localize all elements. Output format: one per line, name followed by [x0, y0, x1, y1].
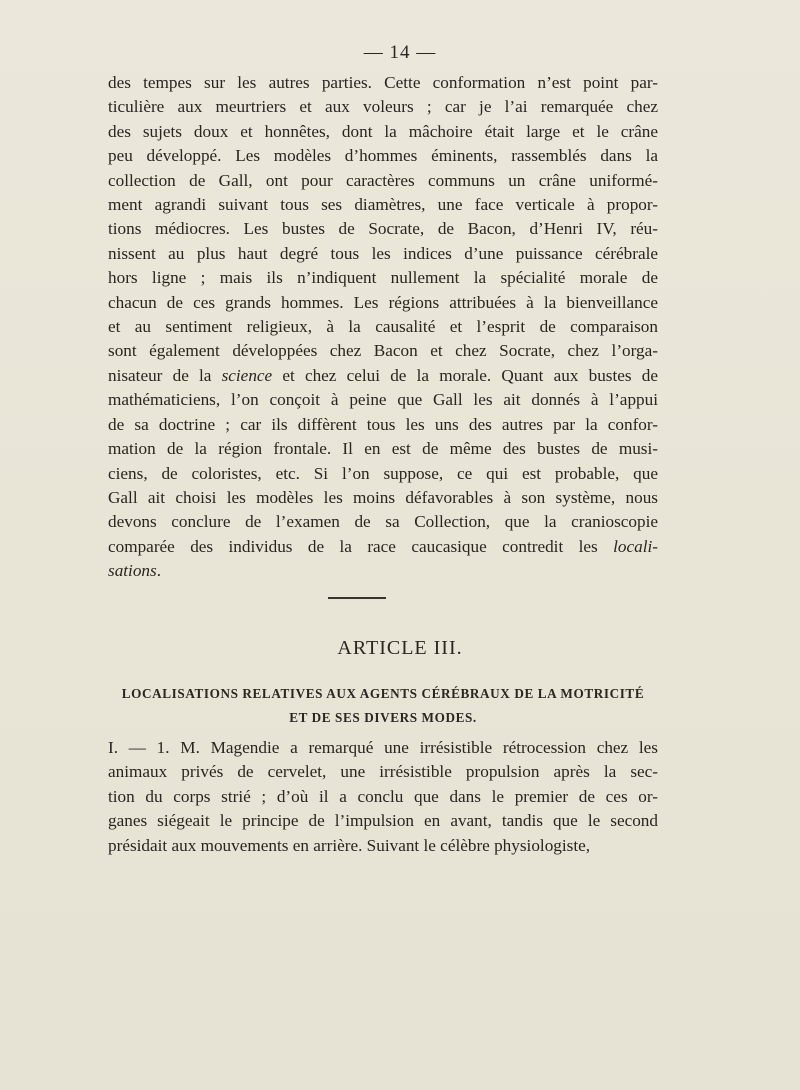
text-line: sont également développées chez Bacon et chez Socrate, chez l’orga-	[108, 341, 658, 361]
text-line: de sa doctrine ; car ils diffèrent tous les uns des autres par la confor-	[108, 414, 658, 434]
section-heading-line-1: LOCALISATIONS RELATIVES AUX AGENTS CÉRÉBRAUX DE LA MOTRICITÉ	[121, 686, 645, 701]
section-divider	[328, 597, 386, 599]
text-line: ment agrandi suivant tous ses diamètres, une face verticale à propor-	[108, 195, 658, 215]
text-line: devons conclure de l’examen de sa Collection, que la cranioscopie	[108, 512, 658, 532]
text-line: animaux privés de cervelet, une irrésistible propulsion après la sec-	[108, 762, 658, 782]
section-heading	[108, 682, 658, 730]
text-line: Gall ait choisi les modèles les moins défavorables à son système, nous	[108, 487, 658, 507]
text-line: et au sentiment religieux, à la causalité et l’esprit de comparaison	[108, 317, 658, 337]
text-line: ticulière aux meurtriers et aux voleurs ; car je l’ai remarquée chez	[108, 97, 658, 117]
page-number: — 14 —	[363, 42, 437, 63]
text-line: des tempes sur les autres parties. Cette conformation n’est point par-	[108, 73, 658, 92]
text-line: nisateur de la science et chez celui de la morale. Quant aux bustes de	[108, 365, 658, 385]
text-line: présidait aux mouvements en arrière. Suivant le célèbre physiologiste,	[108, 835, 591, 855]
text-line: tion du corps strié ; d’où il a conclu que dans le premier de ces or-	[108, 786, 658, 806]
text-line: mation de la région frontale. Il en est de même des bustes de musi-	[108, 439, 658, 459]
text-line: nissent au plus haut degré tous les indices d’une puissance cérébrale	[108, 243, 658, 263]
section-heading-line-2: ET DE SES DIVERS MODES.	[289, 710, 477, 725]
text-line: hors ligne ; mais ils n’indiquent nullement la spécialité morale de	[108, 268, 658, 288]
text-line: tions médiocres. Les bustes de Socrate, de Bacon, d’Henri IV, réu-	[108, 219, 658, 239]
text-line: ganes siégeait le principe de l’impulsion en avant, tandis que le second	[108, 811, 658, 831]
article-title: ARTICLE III.	[337, 637, 463, 659]
text-line: sations.	[108, 561, 162, 581]
text-line: I. — 1. M. Magendie a remarqué une irrésistible rétrocession chez les	[108, 738, 658, 757]
text-line: mathématiciens, l’on conçoit à peine que Gall les ait donnés à l’appui	[108, 390, 658, 410]
paragraph-body	[108, 71, 658, 584]
text-line: des sujets doux et honnêtes, dont la mâchoire était large et le crâne	[108, 121, 658, 141]
text-line: chacun de ces grands hommes. Les régions attribuées à la bienveillance	[108, 292, 658, 312]
text-line: ciens, de coloristes, etc. Si l’on suppose, ce qui est probable, que	[108, 463, 658, 483]
text-line: peu développé. Les modèles d’hommes éminents, rassemblés dans la	[108, 146, 658, 166]
text-line: comparée des individus de la race caucasique contredit les locali-	[108, 536, 658, 556]
text-line: collection de Gall, ont pour caractères communs un crâne uniformé-	[108, 170, 658, 190]
paragraph-section-1	[108, 736, 658, 858]
